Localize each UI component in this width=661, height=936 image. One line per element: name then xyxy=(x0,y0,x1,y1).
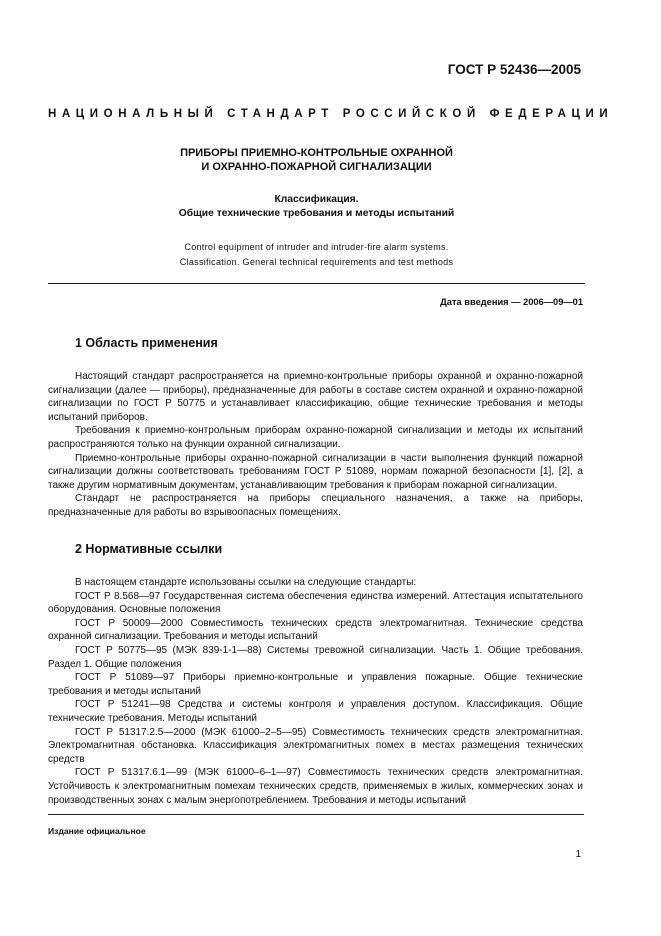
reference-item: ГОСТ Р 50775—95 (МЭК 839-1-1—88) Системы тревожной сигнализации. Часть 1. Общие требования. Раздел 1. Общие положения xyxy=(48,644,583,670)
reference-item: ГОСТ Р 51317.6.1—99 (МЭК 61000–6–1—97) Совместимость технических средств электромагнитная. Устойчивость к электромагнитным помехам технических средств, применяемых в жилых, коммерческих зонах и производственных зонах с малым энергопотреблением. Требования и методы испытаний xyxy=(48,767,583,806)
reference-item: ГОСТ Р 51241—98 Средства и системы контроля и управления доступом. Классификация. Общие технические требования. Методы испытаний xyxy=(48,699,583,724)
header-divider xyxy=(48,283,585,284)
footer-divider xyxy=(48,814,584,815)
section-2-body xyxy=(48,576,583,807)
reference-item: ГОСТ Р 8.568—97 Государственная система обеспечения единства измерений. Аттестация испытательного оборудования. Основные положения xyxy=(48,590,583,616)
english-title-line-1: Control equipment of intruder and intruder-fire alarm systems. xyxy=(184,242,449,252)
paragraph: Приемно-контрольные приборы охранно-пожарной сигнализации в части выполнения функций пожарной сигнализации должны соответствовать требованиям ГОСТ Р 51089, нормам пожарной безопасности [1], [2], а также другим нормативным документам, устанавливающим требования к приборам пожарной сигнализации. xyxy=(48,452,583,491)
section-2-heading: 2 Нормативные ссылки xyxy=(75,542,223,556)
section-1-body xyxy=(48,370,583,520)
document-title xyxy=(48,146,585,174)
document-code: ГОСТ Р 52436—2005 xyxy=(447,62,581,77)
paragraph: В настоящем стандарте использованы ссылки на следующие стандарты: xyxy=(75,577,417,588)
title-line-1: ПРИБОРЫ ПРИЕМНО-КОНТРОЛЬНЫЕ ОХРАННОЙ xyxy=(180,147,453,159)
reference-item: ГОСТ Р 51317.2.5—2000 (МЭК 61000–2–5—95) Совместимость технических средств электромагнитная. Электромагнитная обстановка. Классификация электромагнитных помех в местах размещения технических средств xyxy=(48,726,583,765)
english-title-line-2: Classification. General technical requirements and test methods xyxy=(179,257,454,267)
reference-item: ГОСТ Р 50009—2000 Совместимость технических средств электромагнитная. Технические средства охранной сигнализации. Требования и методы испытаний xyxy=(48,617,583,643)
introduction-date: Дата введения — 2006—09—01 xyxy=(440,297,583,307)
page-number: 1 xyxy=(575,849,581,860)
section-1-heading: 1 Область применения xyxy=(75,336,218,350)
official-edition-label: Издание официальное xyxy=(48,826,146,836)
title-line-2: И ОХРАННО-ПОЖАРНОЙ СИГНАЛИЗАЦИИ xyxy=(201,161,432,173)
paragraph: Требования к приемно-контрольным приборам охранно-пожарной сигнализации и методы их испытаний распространяются только на функции охранной сигнализации. xyxy=(48,425,583,450)
reference-item: ГОСТ Р 51089—97 Приборы приемно-контрольные и управления пожарные. Общие технические требования и методы испытаний xyxy=(48,672,583,697)
subtitle-line-2: Общие технические требования и методы испытаний xyxy=(178,208,455,219)
english-title xyxy=(48,240,585,270)
document-subtitle xyxy=(48,193,585,221)
subtitle-line-1: Классификация. xyxy=(274,194,359,205)
standard-banner: НАЦИОНАЛЬНЫЙ СТАНДАРТ РОССИЙСКОЙ ФЕДЕРАЦИИ xyxy=(48,108,614,120)
paragraph: Настоящий стандарт распространяется на приемно-контрольные приборы охранной и охранно-пожарной сигнализации (далее — приборы), предназначенные для работы в составе систем охранной и охранно-пожарной сигнализации по ГОСТ Р 50775 и устанавливает классификацию, общие технические требования и методы испытаний приборов. xyxy=(48,371,583,423)
paragraph: Стандарт не распространяется на приборы специального назначения, а также на приборы, предназначенные для работы во взрывоопасных помещениях. xyxy=(48,493,583,518)
